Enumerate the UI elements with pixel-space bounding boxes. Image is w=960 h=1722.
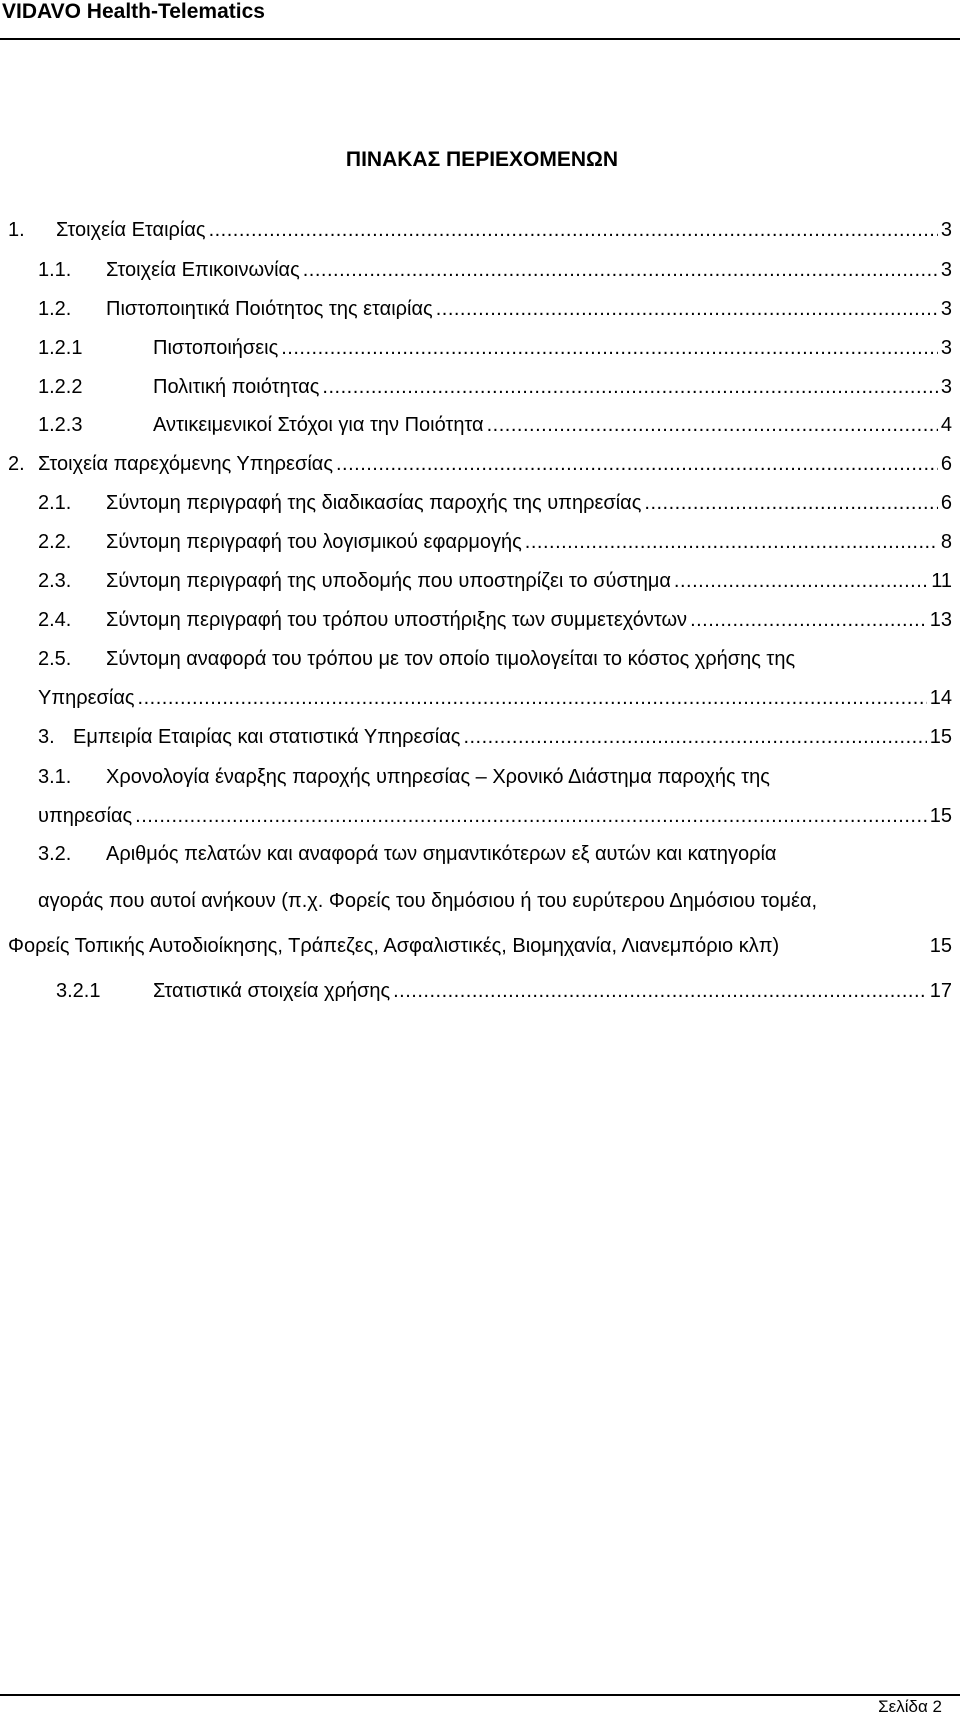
dot-leader <box>674 569 928 593</box>
toc-entry-page: 4 <box>940 414 952 436</box>
dot-leader <box>322 375 937 399</box>
toc-entry-number: 1.2.2 <box>38 376 83 398</box>
toc-entry-number: 2.3. <box>38 570 72 592</box>
toc-entry-title-continued: αγοράς που αυτοί ανήκουν (π.χ. Φορείς του δημόσιου ή του ευρύτερου Δημόσιου τομέα, <box>38 890 818 912</box>
toc-entry-page: 3 <box>940 298 952 320</box>
toc-entry-number: 2.1. <box>38 492 72 514</box>
toc-entry-page: 8 <box>940 531 952 553</box>
toc-entry-number: 2.4. <box>38 609 72 631</box>
toc-entry-page: 11 <box>931 570 952 592</box>
toc-entry-title: Αριθμός πελατών και αναφορά των σημαντικότερων εξ αυτών και κατηγορία <box>106 843 777 865</box>
header-divider <box>0 38 960 40</box>
toc-entry-title: Σύντομη περιγραφή της υποδομής που υποστηρίζει το σύστημα <box>106 570 671 592</box>
toc-entry-page: 14 <box>929 687 952 709</box>
toc-entry-number: 1.2.3 <box>38 414 83 436</box>
toc-entry-number: 1.1. <box>38 259 72 281</box>
dot-leader <box>463 725 926 749</box>
toc-entry-number: 3. <box>38 726 55 748</box>
toc-entry-page: 15 <box>929 805 952 827</box>
toc-entry-number: 2.2. <box>38 531 72 553</box>
toc-entry-title: Στοιχεία Επικοινωνίας <box>106 259 300 281</box>
toc-entry-title: Χρονολογία έναρξης παροχής υπηρεσίας – Χρονικό Διάστημα παροχής της <box>106 766 770 788</box>
toc-entry-title: Σύντομη περιγραφή του λογισμικού εφαρμογής <box>106 531 522 553</box>
toc-entry-title: Πιστοποιητικά Ποιότητος της εταιρίας <box>106 298 433 320</box>
toc-entry-page: 17 <box>929 980 952 1002</box>
toc-entry-number: 1. <box>8 219 25 241</box>
toc-entry-title: Σύντομη περιγραφή του τρόπου υποστήριξης των συμμετεχόντων <box>106 609 688 631</box>
dot-leader <box>436 297 938 321</box>
toc-entry-number: 2.5. <box>38 648 72 670</box>
toc-entry-title-continued: Φορείς Τοπικής Αυτοδιοίκησης, Τράπεζες, Ασφαλιστικές, Βιομηχανία, Λιανεμπόριο κλπ) <box>8 935 780 957</box>
toc-entry-page: 15 <box>929 935 952 957</box>
dot-leader <box>644 491 937 515</box>
toc-entry-title: Στοιχεία παρεχόμενης Υπηρεσίας <box>38 453 333 475</box>
toc-entry-page: 3 <box>940 259 952 281</box>
toc-entry-title: Σύντομη αναφορά του τρόπου με τον οποίο τιμολογείται το κόστος χρήσης της <box>106 648 796 670</box>
dot-leader <box>690 608 927 632</box>
toc-entry-page: 13 <box>929 609 952 631</box>
footer-divider <box>0 1694 960 1696</box>
toc-entry-number: 3.2.1 <box>56 980 101 1002</box>
toc-entry-title: Σύντομη περιγραφή της διαδικασίας παροχής της υπηρεσίας <box>106 492 642 514</box>
dot-leader <box>138 686 927 710</box>
toc-entry-title: Εμπειρία Εταιρίας και στατιστικά Υπηρεσίας <box>73 726 461 748</box>
toc-entry-title: Πιστοποιήσεις <box>153 337 279 359</box>
toc-entry-title-continued: Υπηρεσίας <box>38 687 135 709</box>
dot-leader <box>303 258 938 282</box>
toc-entry-title: Αντικειμενικοί Στόχοι για την Ποιότητα <box>153 414 484 436</box>
document-header-title: VIDAVO Health-Telematics <box>2 0 265 23</box>
toc-entry-page: 6 <box>940 453 952 475</box>
toc-entry-title: Πολιτική ποιότητας <box>153 376 320 398</box>
dot-leader <box>525 530 938 554</box>
toc-entry-page: 3 <box>940 337 952 359</box>
toc-entry-title: Στοιχεία Εταιρίας <box>56 219 206 241</box>
toc-entry-page: 15 <box>929 726 952 748</box>
toc-entry-page: 6 <box>940 492 952 514</box>
toc-entry-number: 2. <box>8 453 25 475</box>
toc-entry-title-continued: υπηρεσίας <box>38 805 133 827</box>
dot-leader <box>209 218 938 242</box>
toc-entry-number: 1.2.1 <box>38 337 83 359</box>
toc-entry-page: 3 <box>940 219 952 241</box>
dot-leader <box>281 336 938 360</box>
toc-entry-title: Στατιστικά στοιχεία χρήσης <box>153 980 391 1002</box>
toc-entry-page: 3 <box>940 376 952 398</box>
toc-heading <box>0 148 960 172</box>
toc-entry-number: 3.2. <box>38 843 72 865</box>
toc-entry-number: 3.1. <box>38 766 72 788</box>
toc-entry-number: 1.2. <box>38 298 72 320</box>
dot-leader <box>135 804 927 828</box>
toc-heading-text: ΠΙΝΑΚΑΣ ΠΕΡΙΕΧΟΜΕΝΩΝ <box>345 148 619 171</box>
page-number-label: Σελίδα 2 <box>878 1697 942 1716</box>
dot-leader <box>487 413 938 437</box>
dot-leader <box>393 979 927 1003</box>
dot-leader <box>336 452 938 476</box>
